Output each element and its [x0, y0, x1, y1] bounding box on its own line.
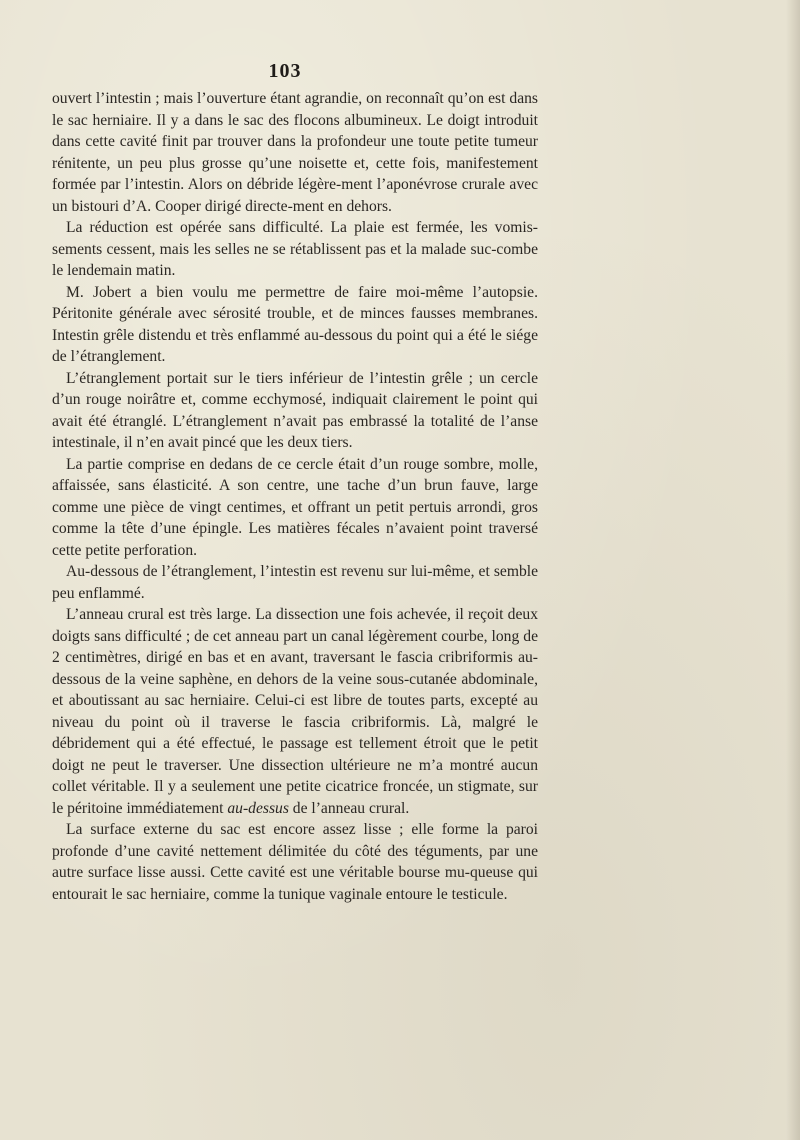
paragraph-5: [52, 454, 538, 562]
page-number: 103: [268, 60, 302, 82]
paragraph-text: La réduction est opérée sans difficulté. La plaie est fermée, les vomis-sements cessent, mais les selles ne se rétablissent pas et la malade suc-combe le lendemain matin.: [52, 219, 538, 279]
paragraph-text: de l’anneau crural.: [288, 799, 410, 817]
paragraph-4: [52, 368, 538, 454]
paragraph-7: [52, 604, 538, 819]
paragraph-text: M. Jobert a bien voulu me permettre de faire moi-même l’autopsie. Péritonite générale avec sérosité trouble, et de minces fausses membranes. Intestin grêle distendu et très enflammé au-dessous du point qui a été le siége de l’étranglement.: [52, 283, 538, 365]
italic-text: au-dessus: [227, 799, 289, 817]
paragraph-1: [52, 88, 538, 217]
paragraph-2: [52, 217, 538, 282]
paragraph-8: [52, 819, 538, 905]
paragraph-text: La surface externe du sac est encore assez lisse ; elle forme la paroi profonde d’une cavité nettement délimitée du côté des téguments, par une autre surface lisse aussi. Cette cavité est une véritable bourse mu-queuse qui entourait le sac herniaire, comme la tunique vaginale entoure le testicule.: [52, 821, 538, 903]
body-text: [52, 88, 538, 905]
paragraph-text: L’étranglement portait sur le tiers inférieur de l’intestin grêle ; un cercle d’un rouge noirâtre et, comme ecchymosé, indiquait clairement le point qui avait été étranglé. L’étranglement n’avait pas embrassé la totalité de l’anse intestinale, il n’en avait pincé que les deux tiers.: [52, 369, 538, 451]
page-gutter-shadow: [786, 0, 800, 1140]
paragraph-text: L’anneau crural est très large. La dissection une fois achevée, il reçoit deux doigts sans difficulté ; de cet anneau part un canal légèrement courbe, long de 2 centimètres, dirigé en bas et en avant, traversant le fascia cribriformis au-dessous de la veine saphène, en dehors de la veine sous-cutanée abdominale, et aboutissant au sac herniaire. Celui-ci est libre de toutes parts, excepté au niveau du point où il traverse le fascia cribriformis. Là, malgré le débridement qui a été effectué, le passage est tellement étroit que le petit doigt ne peut le traverser. Une dissection ultérieure ne m’a montré aucun collet véritable. Il y a seulement une petite cicatrice froncée, un stigmate, sur le péritoine immédiatement: [52, 606, 538, 817]
paragraph-text: Au-dessous de l’étranglement, l’intestin est revenu sur lui-même, et semble peu enflammé.: [52, 563, 538, 602]
paragraph-3: [52, 282, 538, 368]
paragraph-text: La partie comprise en dedans de ce cercle était d’un rouge sombre, molle, affaissée, sans élasticité. A son centre, une tache d’un brun fauve, large comme une pièce de vingt centimes, et offrant un petit pertuis arrondi, gros comme la tête d’une épingle. Les matières fécales n’avaient point traversé cette petite perforation.: [52, 455, 538, 559]
paragraph-6: [52, 561, 538, 604]
paragraph-text: ouvert l’intestin ; mais l’ouverture étant agrandie, on reconnaît qu’on est dans le sac herniaire. Il y a dans le sac des flocons albumineux. Le doigt introduit dans cette cavité finit par trouver dans la profondeur une toute petite tumeur rénitente, un peu plus grosse qu’une noisette et, cette fois, manifestement formée par l’intestin. Alors on débride légère-ment l’aponévrose crurale avec un bistouri d’A. Cooper dirigé directe-ment en dehors.: [52, 90, 538, 215]
